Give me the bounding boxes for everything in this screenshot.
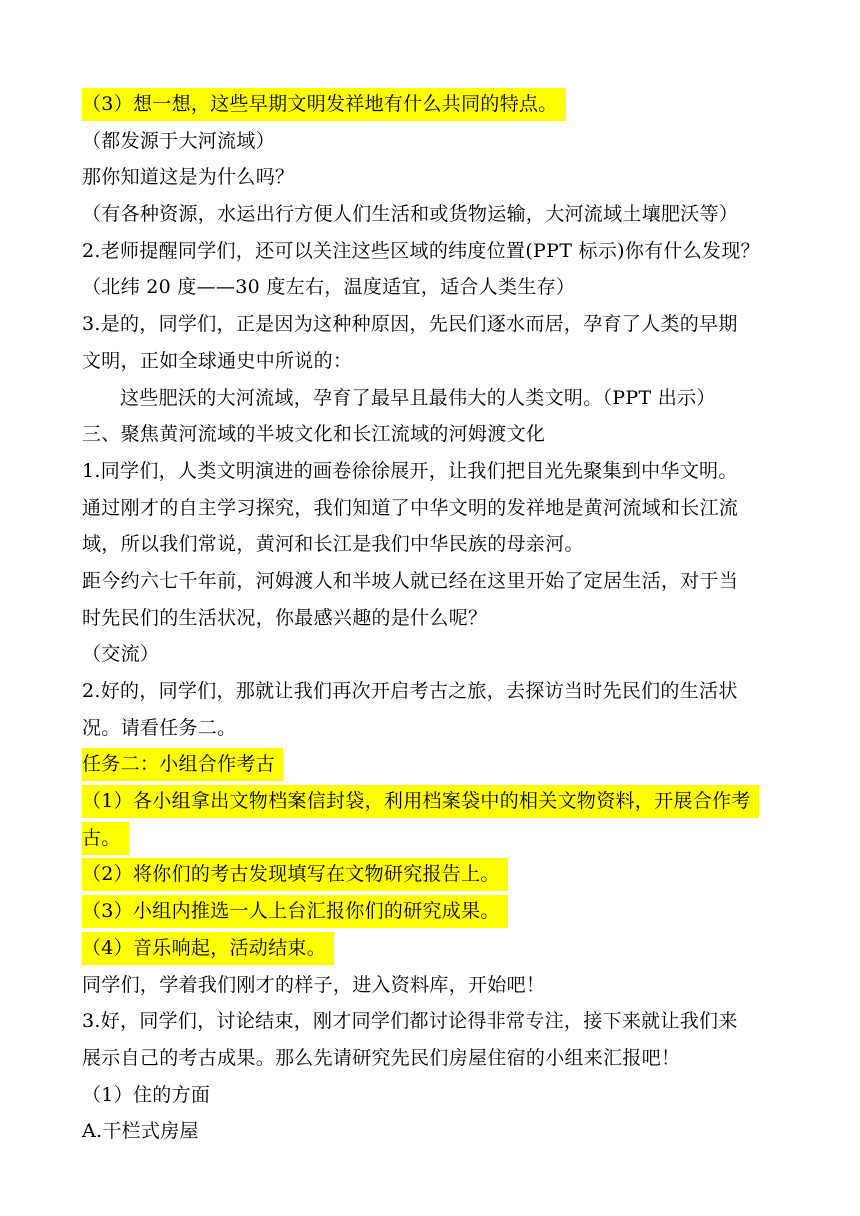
task-step: （4）音乐响起，活动结束。 xyxy=(82,932,334,965)
task-step-continued: 古。 xyxy=(82,822,129,855)
text-line: （北纬 20 度——30 度左右，温度适宜，适合人类生存） xyxy=(82,276,576,299)
text-line: （交流） xyxy=(82,643,160,666)
text-line: 3.好，同学们，讨论结束，刚才同学们都讨论得非常专注，接下来就让我们来 xyxy=(82,1010,738,1033)
text-line xyxy=(82,930,782,967)
document-page xyxy=(82,86,782,1150)
text-line xyxy=(82,86,782,123)
section-heading: 三、聚焦黄河流域的半坡文化和长江流域的河姆渡文化 xyxy=(82,423,546,446)
text-line: 文明，正如全球通史中所说的： xyxy=(82,349,353,372)
task-step: （2）将你们的考古发现填写在文物研究报告上。 xyxy=(82,858,508,891)
text-line: 2.好的，同学们，那就让我们再次开启考古之旅，去探访当时先民们的生活状 xyxy=(82,680,738,702)
text-line xyxy=(82,856,782,893)
task-heading: 任务二：小组合作考古 xyxy=(82,748,283,781)
text-line: 2.老师提醒同学们，还可以关注这些区域的纬度位置(PPT 标示)你有什么发现？ xyxy=(82,239,760,262)
task-step: （1）各小组拿出文物档案信封袋，利用档案袋中的相关文物资料，开展合作考 xyxy=(82,785,759,818)
quote-line: 这些肥沃的大河流域，孕育了最早且最伟大的人类文明。（PPT 出示） xyxy=(120,386,716,409)
text-line: 域，所以我们常说，黄河和长江是我们中华民族的母亲河。 xyxy=(82,533,584,556)
text-line xyxy=(82,746,782,783)
text-line: （都发源于大河流域） xyxy=(82,129,276,152)
text-line: 1.同学们，人类文明演进的画卷徐徐展开，让我们把目光先聚集到中华文明。 xyxy=(82,459,738,482)
text-line xyxy=(82,783,782,820)
highlighted-text: （3）想一想，这些早期文明发祥地有什么共同的特点。 xyxy=(82,88,566,121)
text-line xyxy=(82,893,782,930)
text-line: 距今约六七千年前，河姆渡人和半坡人就已经在这里开始了定居生活，对于当 xyxy=(82,569,739,592)
text-line: 那你知道这是为什么吗？ xyxy=(82,166,295,189)
text-line: （1）住的方面 xyxy=(82,1083,211,1106)
text-line: 况。请看任务二。 xyxy=(82,716,237,739)
text-line: （有各种资源，水运出行方便人们生活和或货物运输，大河流域土壤肥沃等） xyxy=(82,203,739,226)
text-line: 时先民们的生活状况，你最感兴趣的是什么呢？ xyxy=(82,606,488,629)
task-step: （3）小组内推选一人上台汇报你们的研究成果。 xyxy=(82,895,508,928)
text-line: 3.是的，同学们，正是因为这种种原因，先民们逐水而居，孕育了人类的早期 xyxy=(82,313,738,336)
text-line xyxy=(82,820,782,857)
text-line: 同学们，学着我们刚才的样子，进入资料库，开始吧！ xyxy=(82,973,546,996)
text-line: 通过刚才的自主学习探究，我们知道了中华文明的发祥地是黄河流域和长江流 xyxy=(82,496,739,519)
text-line: 展示自己的考古成果。那么先请研究先民们房屋住宿的小组来汇报吧！ xyxy=(82,1046,681,1069)
text-line: A.干栏式房屋 xyxy=(82,1120,199,1143)
